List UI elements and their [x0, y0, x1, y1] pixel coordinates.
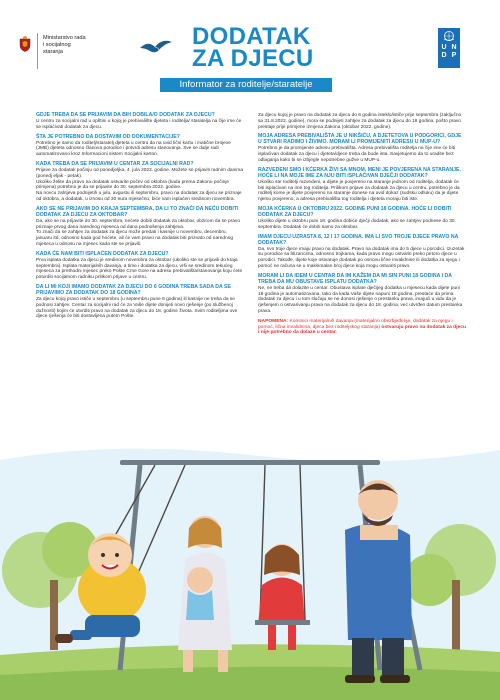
faq-answer: Da, ako se na prijavite do 30. septembra, nećete dobiti dodatak za oktobar, obzirom da se pravo priznaje prvog dana narednog mjeseca od dana podnošenja zahtjeva. To znači da se zahtjev za dodatak za djecu može predati i kasnije u novembru, decembru, januaru itd, odnosno kada god hoćete, ali će vam pravo na dodatak biti priznato od narednog mjeseca u odnosu na mjesec kada ste se prijavili. [36, 218, 240, 247]
faq-answer: Za djecu kojoj pravo ističe u septembru (u septembru pune 6 godina) ili kasnije ne treba da se podnosi zahtjev. Centar za socijalni rad će za Vaše dijete donijeti novo rješenje (po službenoj dužnosti) kojim će utvrditi pravo na dodatak za djecu do 18. godine života. Svim roditeljima ove djece rješenja će biti dostavljena putem Pošte. [36, 296, 238, 320]
faq-question: MOJA ADRESA PREBIVALIŠTA JE U NIKŠIĆU, A DJETETOVA U PODGORICI, GDJE U STVARI RADIMO I ŽIVIMO. MORAM LI PROMIJENITI ADRESU U MUP-U? [258, 133, 462, 146]
faq-answer: Potrebno je da promijenite adresu prebivališta. Adresa prebivališta roditelja na čije ime će biti isplaćivan dodatak za djecu i djeteta/djece treba da bude ista. Savjetujemo da to uradite bez odlaganja kako bi se izbjegle nepotrebne gužve u MUP-u. [258, 146, 456, 163]
un-emblem-icon [443, 30, 455, 42]
faq-answer: Potrebno je samo da roditelj/staratelj djeteta u centru da na uvid lični kartu i matične brojeve (JMB) djeteta odnosno članova porodice i potvrdi adresu stanovanja. Sve se dalje radi automatizovano kroz Informacioni sistem Socijalni karton. [36, 140, 231, 158]
subtitle-bar: Informator za roditelje/staratelje [160, 78, 332, 92]
faq-answer: Da, svo troje djece imaju pravo na dodatak. Pravo na dodatak ima do 5 djece u porodici. Izuzetak su porodice sa blizancima, odnosno trojkama, kada pravo mogu ostvariti preko petoro djece u porodici. Takođe, dijete koje ostvaruje dodatak po osnovu lične invalidnine ili dodatka za njegu i pomoć ne računa se u maksimalan broj djece koja mogu ostvariti pravo. [258, 246, 465, 269]
page-title [192, 23, 314, 72]
faq-answer: Ukoliko ste roditelji razvedeni, a dijete je povjereno na staranje jednom od roditelja, dodatak će biti isplaćivan na ime tog roditelja. Prilikom prijave za dodatak za djecu u centru, potrebno je da roditelj kome je dijete povjereno na staranje donese na uvid dokaz (sudsku odluku) da je dijete njemu povjereno, a adresa prebivališta tog roditelja i djeteta moraju biti iste. [258, 179, 460, 203]
undp-logo-icon [438, 28, 460, 68]
faq-question: MORAM LI DA IDEM U CENTAR DA IM KAŽEM DA MI SIN PUNI 18 GODINA I DA TREBA DA MU OBUSTAVE ISPLATU DODATKA? [258, 272, 452, 285]
faq-answer: Prijave za dodatak počinju od ponedjeljka, 4. jula 2022. godine. Možete se prijaviti radnim danima (ponedj eljak - petak). Ukoliko želite da pravo na dodatak ostvarite počev od oktobra (kada prema Zakonu počinje primjena) potrebno je da se prijavite do 30. septembra 2022. godine. Na novcu zahtjeva podnijetih u julu, avgustu ili septembru, pravo na dodatak za djecu se priznaje od oktobra, a dodatak, u iznosu od 30 eura mjesečno, biće vam isplaćen sredinom novembra. [36, 167, 243, 202]
title-line-1: DODATAK [192, 23, 311, 50]
note [258, 319, 466, 336]
faq-question: KADA ĆE NAM BITI ISPLAĆEN DODATAK ZA DJECU? [36, 250, 169, 257]
note-text: Korisnici materijalnih davanja (materijalno obezbjeđenje, dodatak za njegu i pomoć, lična invalidnina, djeca bez roditeljskog staranja) [258, 318, 453, 330]
faq-question: RAZVEDENI SMO I KĆERKA ŽIVI SA MNOM, MENI JE POVJERENA NA STARANJE. HOĆE LI NA MOJE IME ZA NJU BITI ISPLAĆIVAN DJEČJI DODATAK? [258, 166, 461, 179]
title-line-2: ZA DJECU [192, 45, 314, 72]
swallow-bird-icon [140, 38, 172, 56]
ministry-coat-of-arms-icon [18, 36, 32, 52]
undp-letter: P [451, 52, 457, 59]
faq-answer: Za djecu kojoj je pravo na dodatak za djecu do 6 godina isteklo/ističe prije septembra (zaključno sa 31.8.2022. godine), mora se podnijeti zahtjev za dodatak za djecu do 18 godina, pošto pravo prestaje prije primjene izmjena Zakona (oktobar 2022. godine). [258, 113, 462, 130]
grass-front [0, 667, 500, 700]
faq-answer: Ne, ne treba da dolazite u centar. Obustava isplate dječijeg dodatka u mjesecu kada dijete puni 18 godina je automatizovana, tako da kada Vaše dijete napuni 18 godina, prestaće da prima dodatak za djecu i u tom slučaju se ne donosi rješenje o prestanku prava, imajući u vidu da je rješenjem o ostvarivanju prava na dodatak za djecu do 18. godina, već utvrđen datum prestanka prava. [258, 285, 463, 314]
undp-letter: D [441, 52, 447, 59]
note-bold-text: ostvaruju pravo na dodatak za djecu i nije potrebno da dolaze u centar. [258, 324, 466, 336]
ministry-divider [37, 33, 38, 69]
left-faq-column [36, 112, 244, 320]
faq-question: KADA TREBA DA SE PRIJAVIM U CENTAR ZA SOCIJALNI RAD? [36, 160, 194, 167]
ministry-name [43, 35, 103, 56]
ministry-line: Ministarstvo rada [43, 35, 86, 41]
note-label: NAPOMENA: [258, 318, 289, 324]
faq-answer: Prva isplata dodatka za djecu je sredinom novembra za oktobar (ukoliko ste se prijavili do kraja septembra). Isplata materijalnih davanja, a time i dodatka za djecu, vrši se sredinom tekućeg mjeseca za prethodni mjesec preko Pošte Crne Gore na adresu prebivališta/stanovanja koju ćete potvrditi socijalnom radniku prilikom prijave u centru. [36, 257, 243, 281]
faq-question: ŠTA JE POTREBNO DA DOSTAVIM OD DOKUMENTACIJE? [36, 133, 180, 140]
ministry-line: i socijalnog [43, 42, 71, 48]
family-swing-illustration [0, 420, 500, 700]
faq-answer: Ukoliko dijete u oktobru puni 18. godina dobiće dječji dodatak, ako se zahtjev podnese do 30. septembra. Dodatak će dobiti samo za oktobar. [258, 218, 456, 230]
right-faq-column [258, 112, 466, 336]
undp-letter: U [441, 44, 447, 51]
faq-question: IMAM DJECU UZRASTA 8, 12 I 17 GODINA. IMA LI SVO TROJE DJECE PRAVO NA DODATAK? [258, 233, 459, 246]
faq-question: MOJA KĆERKA U OKTOBRU 2022. GODINE PUNI 18 GODINA. HOĆE LI DOBITI DODATAK ZA DJECU? [258, 205, 452, 218]
faq-question: DA LI MI KOJI IMAMO DODATAK ZA DJECU DO 6 GODINA TREBA SADA DA SE PRIJAVIMO ZA DODATAK DO 18 GODINA? [36, 283, 231, 296]
faq-question: AKO SE NE PRIJAVIM DO KRAJA SEPTEMBRA, DA LI TO ZNAČI DA NEĆU DOBITI DODATAK ZA DJECU ZA OKTOBAR? [36, 205, 239, 218]
undp-letter: N [451, 44, 457, 51]
faq-answer: U centru za socijalni rad u opštini u kojoj je prebivalište djeteta i roditelja/ staratelja na čije ime će se isplaćivati dodatak za djecu. [36, 119, 242, 130]
header [0, 0, 500, 110]
faq-question: GDJE TREBA DA SE PRIJAVIM DA BIH DOBILA/O DODATAK ZA DJECU? [36, 112, 215, 118]
ministry-line: staranja [43, 49, 63, 55]
